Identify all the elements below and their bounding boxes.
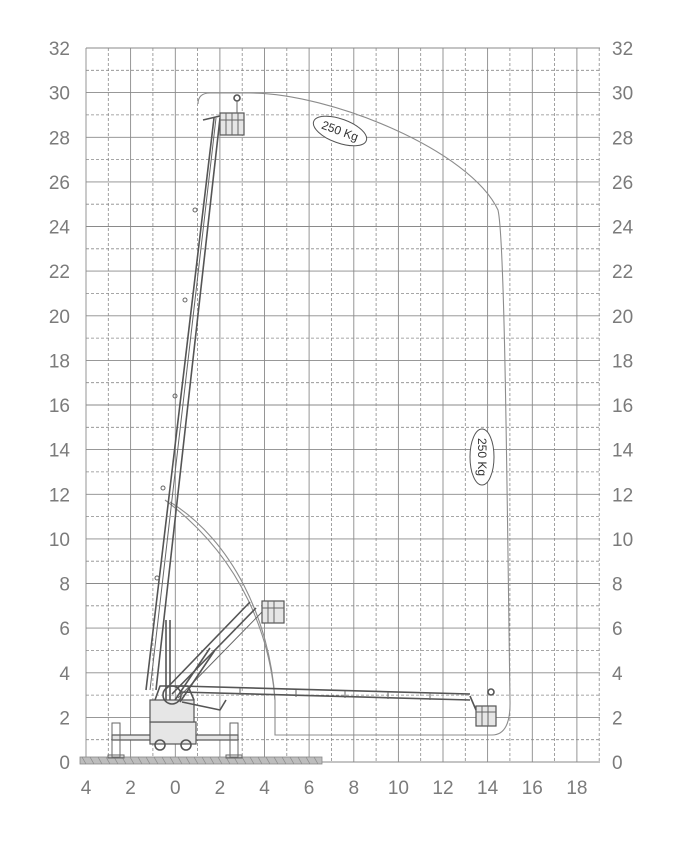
y-tick-label-left: 28 bbox=[48, 128, 70, 150]
y-tick-label-right: 32 bbox=[612, 39, 634, 60]
x-tick-label: 4 bbox=[259, 778, 270, 799]
x-tick-label: 8 bbox=[348, 778, 360, 799]
y-tick-label-left: 16 bbox=[48, 396, 70, 417]
y-tick-label-left: 10 bbox=[48, 529, 70, 551]
y-tick-label-right: 12 bbox=[612, 485, 634, 507]
y-tick-label-left: 20 bbox=[48, 306, 70, 328]
x-tick-label: 4 bbox=[80, 778, 92, 799]
x-tick-label: 0 bbox=[170, 778, 181, 799]
x-tick-label: 2 bbox=[214, 778, 226, 799]
y-tick-label-right: 26 bbox=[612, 172, 634, 194]
x-tick-label: 14 bbox=[477, 778, 499, 799]
inner-range-arc bbox=[170, 502, 275, 700]
basket-top bbox=[203, 95, 244, 135]
left-axis-ticks bbox=[49, 39, 71, 774]
working-envelope bbox=[165, 93, 510, 735]
y-tick-label-left: 12 bbox=[48, 485, 70, 507]
x-tick-label: 6 bbox=[303, 778, 315, 799]
boom-max-outreach bbox=[180, 686, 496, 726]
right-axis-ticks bbox=[612, 39, 634, 774]
y-tick-label-left: 22 bbox=[48, 262, 70, 284]
y-tick-label-left: 4 bbox=[59, 663, 70, 685]
y-tick-label-right: 14 bbox=[612, 440, 634, 462]
y-tick-label-right: 2 bbox=[612, 708, 623, 730]
x-tick-label: 12 bbox=[432, 778, 454, 799]
y-tick-label-right: 0 bbox=[612, 753, 623, 774]
y-tick-label-left: 6 bbox=[59, 619, 70, 641]
y-tick-label-left: 0 bbox=[59, 753, 70, 774]
y-tick-label-right: 6 bbox=[612, 619, 623, 641]
y-tick-label-left: 18 bbox=[48, 351, 70, 373]
grid bbox=[86, 48, 600, 762]
y-tick-label-left: 8 bbox=[59, 574, 70, 596]
y-tick-label-left: 2 bbox=[59, 708, 70, 730]
y-tick-label-right: 30 bbox=[612, 83, 634, 105]
y-tick-label-right: 22 bbox=[612, 262, 634, 284]
y-tick-label-right: 10 bbox=[612, 529, 634, 551]
load-label-right bbox=[470, 429, 494, 485]
y-tick-label-right: 18 bbox=[612, 351, 634, 373]
y-tick-label-left: 14 bbox=[48, 440, 70, 462]
load-label-top-text: 250 Kg bbox=[319, 117, 361, 145]
y-tick-label-left: 30 bbox=[48, 83, 70, 105]
x-tick-label: 16 bbox=[521, 778, 543, 799]
bottom-axis-ticks bbox=[81, 778, 588, 799]
y-tick-label-right: 24 bbox=[612, 217, 634, 239]
load-label-right-text: 250 Kg bbox=[475, 437, 489, 477]
y-tick-label-left: 32 bbox=[48, 39, 70, 60]
y-tick-label-right: 20 bbox=[612, 306, 634, 328]
x-tick-label: 10 bbox=[387, 778, 409, 799]
x-tick-label: 18 bbox=[566, 778, 588, 799]
y-tick-label-right: 28 bbox=[612, 128, 634, 150]
y-tick-label-right: 16 bbox=[612, 396, 634, 417]
x-tick-label: 2 bbox=[125, 778, 136, 799]
y-tick-label-left: 24 bbox=[48, 217, 70, 239]
y-tick-label-right: 8 bbox=[612, 574, 623, 596]
y-tick-label-right: 4 bbox=[612, 663, 623, 685]
boom-max-height bbox=[146, 118, 220, 700]
y-tick-label-left: 26 bbox=[48, 172, 70, 194]
